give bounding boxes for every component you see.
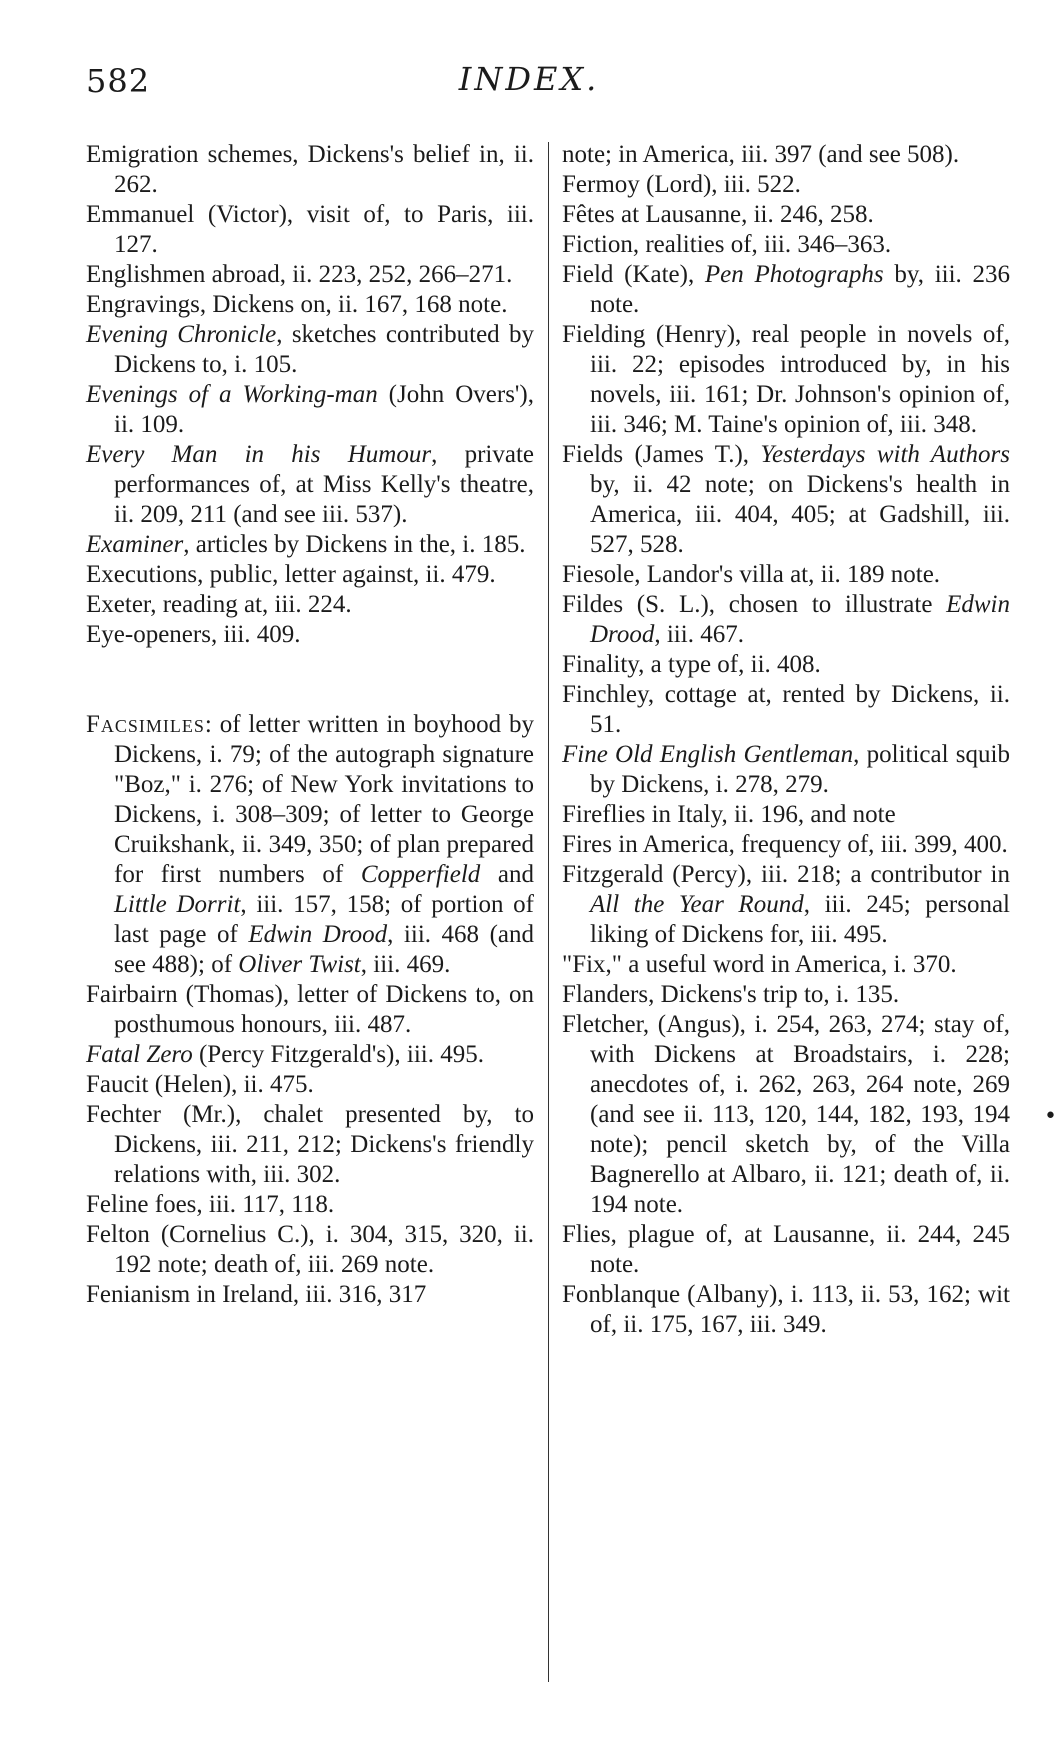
italic-title: Copperfield — [360, 861, 481, 888]
index-entry — [86, 1100, 534, 1190]
entry-text: , iii. 469. — [360, 951, 451, 978]
italic-title: All the Year Round — [590, 891, 804, 918]
index-entry — [562, 680, 1010, 740]
index-entry — [562, 590, 1010, 650]
index-list-f-left — [86, 710, 534, 1310]
entry-text: Fairbairn (Thomas), letter of Dickens to, on posthumous honours, iii. 487. — [86, 981, 534, 1038]
entry-text: Fields (James T.), — [562, 441, 761, 468]
index-entry — [86, 200, 534, 260]
entry-text: Fiction, realities of, iii. 346–363. — [562, 231, 892, 258]
running-head: INDEX. — [458, 60, 600, 98]
index-entry — [86, 530, 534, 560]
index-entry — [86, 980, 534, 1040]
entry-text: Field (Kate), — [562, 261, 705, 288]
entry-text: Eye-openers, iii. 409. — [86, 621, 301, 648]
entry-text: Fenianism in Ireland, iii. 316, 317 — [86, 1281, 427, 1308]
index-entry — [562, 200, 1010, 230]
entry-text: Fechter (Mr.), chalet presented by, to Dickens, iii. 211, 212; Dickens's friendly relations with, iii. 302. — [86, 1101, 534, 1188]
entry-text: Fielding (Henry), real people in novels of, iii. 22; episodes introduced by, in his novels, iii. 161; Dr. Johnson's opinion of, iii. 346; M. Taine's opinion of, iii. 348. — [562, 321, 1010, 438]
entry-text: by, ii. 42 note; on Dickens's health in America, iii. 404, 405; at Gadshill, iii. 527, 528. — [590, 471, 1010, 558]
italic-title: Oliver Twist — [238, 951, 361, 978]
index-entry — [562, 560, 1010, 590]
italic-title: Examiner — [86, 531, 184, 558]
entry-text: Engravings, Dickens on, ii. 167, 168 note. — [86, 291, 508, 318]
index-entry — [86, 710, 534, 980]
entry-text: , iii. 468 (and see 488); of — [114, 921, 535, 978]
italic-title: Edwin Drood — [248, 921, 388, 948]
index-entry — [86, 1070, 534, 1100]
index-entry — [86, 590, 534, 620]
italic-title: Edwin Drood — [590, 591, 1010, 648]
index-entry — [86, 620, 534, 650]
italic-title: Pen Photographs — [704, 261, 884, 288]
index-entry — [562, 140, 1010, 170]
index-entry — [562, 320, 1010, 440]
entry-text: Fletcher, (Angus), i. 254, 263, 274; stay of, with Dickens at Broadstairs, i. 228; anecdotes of, i. 262, 263, 264 note, 269 (and see ii. 113, 120, 144, 182, 193, 194 note); pencil sketch by, of the Villa Bagnerello at Albaro, ii. 121; death of, ii. 194 note. — [562, 1011, 1010, 1218]
entry-text: Fitzgerald (Percy), iii. 218; a contributor in — [562, 861, 1010, 888]
index-list-e — [86, 140, 534, 650]
entry-text: : of letter written in boyhood by Dickens, i. 79; of the autograph signature "Boz," i. 276; of New York invitations to Dickens, i. 308–309; of letter to George Cruikshank, ii. 349, 350; of plan prepared for first numbers of — [114, 711, 534, 888]
index-entry — [562, 980, 1010, 1010]
index-entry — [86, 1220, 534, 1280]
column-rule — [548, 142, 549, 1682]
entry-text: Exeter, reading at, iii. 224. — [86, 591, 352, 618]
entry-text: , iii. 245; personal liking of Dickens for, iii. 495. — [590, 891, 1010, 948]
entry-text: Fêtes at Lausanne, ii. 246, 258. — [562, 201, 874, 228]
index-entry — [562, 830, 1010, 860]
index-entry — [562, 1280, 1010, 1340]
index-entry — [86, 1040, 534, 1070]
index-entry — [562, 170, 1010, 200]
index-entry — [562, 800, 1010, 830]
right-column — [562, 140, 1010, 1340]
entry-text: Finchley, cottage at, rented by Dickens, ii. 51. — [562, 681, 1010, 738]
index-entry — [562, 1010, 1010, 1220]
italic-title: Fine Old English Gentleman — [562, 741, 854, 768]
entry-text: Englishmen abroad, ii. 223, 252, 266–271. — [86, 261, 513, 288]
entry-text: (Percy Fitzgerald's), iii. 495. — [192, 1041, 484, 1068]
entry-text: , iii. 467. — [654, 621, 744, 648]
entry-text: Finality, a type of, ii. 408. — [562, 651, 821, 678]
index-entry — [86, 380, 534, 440]
entry-text: note; in America, iii. 397 (and see 508). — [562, 141, 960, 168]
left-column — [86, 140, 534, 1310]
entry-text: (John Overs'), ii. 109. — [114, 381, 534, 438]
entry-text: Fiesole, Landor's villa at, ii. 189 note. — [562, 561, 941, 588]
entry-text: , articles by Dickens in the, i. 185. — [183, 531, 526, 558]
index-entry — [562, 260, 1010, 320]
entry-text: by, iii. 236 note. — [590, 261, 1011, 318]
index-entry — [86, 320, 534, 380]
index-entry — [86, 260, 534, 290]
index-entry — [86, 440, 534, 530]
italic-title: Yesterdays with Authors — [760, 441, 1010, 468]
index-entry — [562, 650, 1010, 680]
index-entry — [86, 140, 534, 200]
page-number: 582 — [86, 62, 151, 100]
index-entry — [562, 740, 1010, 800]
index-entry — [86, 290, 534, 320]
entry-text: , sketches contributed by Dickens to, i. 105. — [114, 321, 534, 378]
entry-text: Fires in America, frequency of, iii. 399, 400. — [562, 831, 1008, 858]
index-entry — [86, 1280, 534, 1310]
entry-text: , private performances of, at Miss Kelly's theatre, ii. 209, 211 (and see iii. 537). — [114, 441, 534, 528]
entry-text: Facsimiles — [86, 711, 205, 738]
entry-text: Fermoy (Lord), iii. 522. — [562, 171, 801, 198]
entry-text: Fildes (S. L.), chosen to illustrate — [562, 591, 947, 618]
entry-text: "Fix," a useful word in America, i. 370. — [562, 951, 957, 978]
index-entry — [562, 860, 1010, 950]
entry-text: Feline foes, iii. 117, 118. — [86, 1191, 335, 1218]
entry-text: Faucit (Helen), ii. 475. — [86, 1071, 314, 1098]
italic-title: Little Dorrit — [114, 891, 241, 918]
section-gap — [86, 650, 534, 710]
entry-text: Fonblanque (Albany), i. 113, ii. 53, 162; wit of, ii. 175, 167, iii. 349. — [562, 1281, 1010, 1338]
entry-text: Flanders, Dickens's trip to, i. 135. — [562, 981, 900, 1008]
entry-text: , political squib by Dickens, i. 278, 279. — [590, 741, 1010, 798]
entry-text: and — [480, 861, 534, 888]
index-list-f-right — [562, 140, 1010, 1340]
index-entry — [562, 440, 1010, 560]
index-entry — [562, 230, 1010, 260]
italic-title: Evening Chronicle — [86, 321, 277, 348]
index-entry — [86, 1190, 534, 1220]
margin-dot: • — [1044, 1104, 1057, 1129]
index-entry — [562, 1220, 1010, 1280]
entry-text: Executions, public, letter against, ii. 479. — [86, 561, 496, 588]
italic-title: Evenings of a Working-man — [86, 381, 378, 408]
index-entry — [562, 950, 1010, 980]
entry-text: Felton (Cornelius C.), i. 304, 315, 320, ii. 192 note; death of, iii. 269 note. — [86, 1221, 534, 1278]
entry-text: Flies, plague of, at Lausanne, ii. 244, 245 note. — [562, 1221, 1010, 1278]
entry-text: Emigration schemes, Dickens's belief in, ii. 262. — [86, 141, 534, 198]
italic-title: Every Man in his Humour — [86, 441, 432, 468]
entry-text: Emmanuel (Victor), visit of, to Paris, iii. 127. — [86, 201, 534, 258]
entry-text: Fireflies in Italy, ii. 196, and note — [562, 801, 896, 828]
entry-text: , iii. 157, 158; of portion of last page of — [114, 891, 534, 948]
italic-title: Fatal Zero — [86, 1041, 193, 1068]
index-entry — [86, 560, 534, 590]
